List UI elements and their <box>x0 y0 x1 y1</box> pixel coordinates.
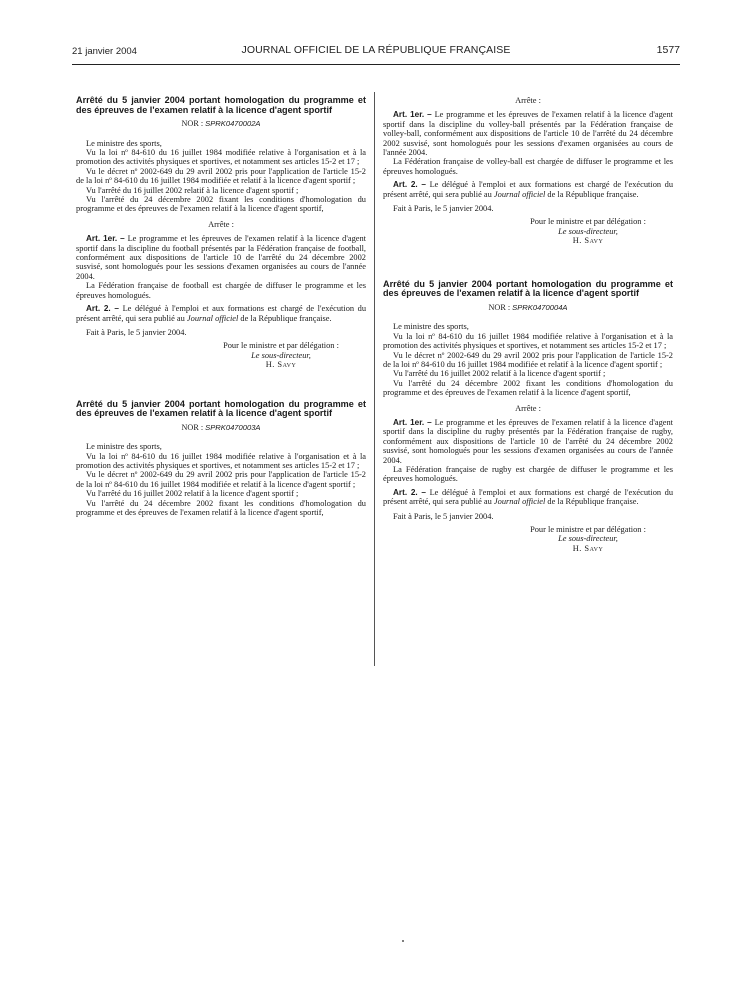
journal-officiel-italic: Journal officiel <box>493 497 546 507</box>
article-1-label: Art. 1er. – <box>393 110 432 120</box>
visa-paragraph: Vu le décret nº 2002-649 du 29 avril 2002 pris pour l'application de l'article 15-2 de la loi nº 84-610 du 16 juillet 1984 modifiée et relatif à la licence d'agent sportif ; <box>76 470 366 489</box>
column-divider <box>374 92 375 666</box>
nor-reference <box>383 303 673 312</box>
left-column <box>76 96 366 517</box>
article-2-text-end: de la République française. <box>547 497 639 507</box>
header-date: 21 janvier 2004 <box>72 46 137 57</box>
page-speck <box>402 940 404 942</box>
signature-name: H. Savy <box>265 360 297 370</box>
article-2-text-end: de la République française. <box>240 313 332 323</box>
article-2-label: Art. 2. – <box>393 180 426 190</box>
article-2 <box>76 304 366 323</box>
decree-title: Arrêté du 5 janvier 2004 portant homologation du programme et des épreuves de l'examen relatif à la licence d'agent sportif <box>383 278 673 299</box>
article-2 <box>383 488 673 507</box>
article-1 <box>383 110 673 157</box>
signature-name: H. Savy <box>572 236 604 246</box>
nor-code: SPRK0470004A <box>512 302 568 312</box>
arrete-heading: Arrête : <box>515 96 541 105</box>
nor-reference <box>76 423 366 432</box>
header-rule <box>72 64 680 65</box>
arrete-heading: Arrête : <box>515 403 541 413</box>
decree-block-continued <box>383 96 673 246</box>
visa-paragraph: Vu l'arrêté du 16 juillet 2002 relatif à la licence d'agent sportif ; <box>393 369 606 379</box>
right-column <box>383 96 673 553</box>
article-2-text-end: de la République française. <box>547 189 639 199</box>
article-1-text: Le programme et les épreuves de l'examen relatif à la licence d'agent sportif dans la discipline du football présentés par la Fédération française de football, conformément aux dispositions de l'article 10 de l'arrêté du 24 décembre 2002 susvisé, sont homologués pour les sessions d'examen organisées au cours de l'année 2004. <box>76 234 367 281</box>
article-1 <box>383 418 673 465</box>
signature-delegation: Pour le ministre et par délégation : <box>223 341 339 351</box>
article-2-text: Le délégué à l'emploi et aux formations est chargé de l'exécution du présent arrêté, qui sera publié au <box>383 487 674 507</box>
signature-delegation: Pour le ministre et par délégation : <box>530 217 646 227</box>
visa-paragraph: Vu la loi nº 84-610 du 16 juillet 1984 modifiée relative à l'organisation et à la promotion des activités physiques et sportives, et notamment ses articles 15-2 et 17 ; <box>383 331 673 351</box>
visa-paragraph: Vu le décret nº 2002-649 du 29 avril 2002 pris pour l'application de l'article 15-2 de la loi nº 84-610 du 16 juillet 1984 modifiée et relatif à la licence d'agent sportif ; <box>76 166 366 186</box>
visa-paragraph: Vu l'arrêté du 16 juillet 2002 relatif à la licence d'agent sportif ; <box>86 185 299 195</box>
journal-officiel-italic: Journal officiel <box>186 313 239 323</box>
article-2-label: Art. 2. – <box>86 304 119 314</box>
minister-line: Le ministre des sports, <box>86 442 162 452</box>
minister-line: Le ministre des sports, <box>86 138 162 148</box>
article-1-paragraph-2: La Fédération française de rugby est chargée de diffuser le programme et les épreuves homologués. <box>383 464 673 484</box>
nor-label: NOR : <box>181 119 204 129</box>
nor-code: SPRK0470003A <box>205 422 261 432</box>
decree-title: Arrêté du 5 janvier 2004 portant homologation du programme et des épreuves de l'examen relatif à la licence d'agent sportif <box>76 398 366 419</box>
fait-a-paris: Fait à Paris, le 5 janvier 2004. <box>393 204 494 214</box>
visa-paragraph: Vu la loi nº 84-610 du 16 juillet 1984 modifiée relative à l'organisation et à la promotion des activités physiques et sportives, et notamment ses articles 15-2 et 17 ; <box>76 451 366 470</box>
article-2-label: Art. 2. – <box>393 487 426 497</box>
decree-block <box>76 96 366 370</box>
nor-label: NOR : <box>181 422 204 432</box>
fait-a-paris: Fait à Paris, le 5 janvier 2004. <box>393 511 494 521</box>
decree-block <box>76 400 366 518</box>
journal-title: JOURNAL OFFICIEL DE LA RÉPUBLIQUE FRANÇAISE <box>241 44 511 56</box>
article-2 <box>383 180 673 199</box>
article-1-text: Le programme et les épreuves de l'examen relatif à la licence d'agent sportif dans la discipline du rugby présentés par la Fédération française de rugby, conformément aux dispositions de l'article 10 de l'arrêté du 24 décembre 2002 susvisé, sont homologués pour les sessions d'examen organisées au cours de l'année 2004. <box>383 417 674 465</box>
visa-paragraph: Vu l'arrêté du 24 décembre 2002 fixant les conditions d'homologation du programme et des épreuves de l'examen relatif à la licence d'agent sportif, <box>383 378 673 398</box>
visa-paragraph: Vu le décret nº 2002-649 du 29 avril 2002 pris pour l'application de l'article 15-2 de la loi nº 84-610 du 16 juillet 1984 modifiée et relatif à la licence d'agent sportif ; <box>383 350 673 369</box>
article-1-label: Art. 1er. – <box>393 417 432 427</box>
fait-a-paris: Fait à Paris, le 5 janvier 2004. <box>86 327 187 337</box>
signature-block <box>196 341 366 369</box>
visa-paragraph: Vu l'arrêté du 16 juillet 2002 relatif à la licence d'agent sportif ; <box>86 489 299 499</box>
visa-paragraph: Vu l'arrêté du 24 décembre 2002 fixant les conditions d'homologation du programme et des épreuves de l'examen relatif à la licence d'agent sportif, <box>76 195 366 214</box>
nor-code: SPRK0470002A <box>205 119 261 129</box>
visa-paragraph: Vu la loi nº 84-610 du 16 juillet 1984 modifiée relative à l'organisation et à la promotion des activités physiques et sportives, et notamment ses articles 15-2 et 17 ; <box>76 148 366 167</box>
decree-title: Arrêté du 5 janvier 2004 portant homologation du programme et des épreuves de l'examen relatif à la licence d'agent sportif <box>76 95 366 115</box>
signature-delegation: Pour le ministre et par délégation : <box>530 525 646 534</box>
nor-reference <box>76 119 366 128</box>
arrete-heading: Arrête : <box>208 219 234 229</box>
signature-role: Le sous-directeur, <box>251 350 311 360</box>
signature-block <box>503 525 673 553</box>
signature-role: Le sous-directeur, <box>558 226 618 236</box>
article-1-paragraph-2: La Fédération française de football est chargée de diffuser le programme et les épreuves homologués. <box>76 281 366 300</box>
signature-role: Le sous-directeur, <box>558 534 618 544</box>
article-1 <box>76 234 366 281</box>
article-1-label: Art. 1er. – <box>86 234 125 244</box>
signature-name: H. Savy <box>572 543 604 553</box>
visa-paragraph: Vu l'arrêté du 24 décembre 2002 fixant les conditions d'homologation du programme et des épreuves de l'examen relatif à la licence d'agent sportif, <box>76 498 366 517</box>
minister-line: Le ministre des sports, <box>393 322 469 332</box>
page-number: 1577 <box>656 44 680 56</box>
signature-block <box>503 217 673 245</box>
article-2-text: Le délégué à l'emploi et aux formations est chargé de l'exécution du présent arrêté, qui sera publié au <box>76 304 367 323</box>
journal-officiel-italic: Journal officiel <box>493 189 546 199</box>
article-2-text: Le délégué à l'emploi et aux formations est chargé de l'exécution du présent arrêté, qui sera publié au <box>383 180 674 199</box>
decree-block <box>383 280 673 554</box>
article-1-paragraph-2: La Fédération française de volley-ball est chargée de diffuser le programme et les épreuves homologués. <box>383 157 673 176</box>
page-header <box>72 44 680 60</box>
article-1-text: Le programme et les épreuves de l'examen relatif à la licence d'agent sportif dans la discipline du volley-ball présentés par la Fédération française de volley-ball, conformément aux dispositions de l'article 10 de l'arrêté du 24 décembre 2002 susvisé, sont homologués pour les sessions d'examen organisées au cours de l'année 2004. <box>383 110 674 158</box>
nor-label: NOR : <box>488 302 511 312</box>
